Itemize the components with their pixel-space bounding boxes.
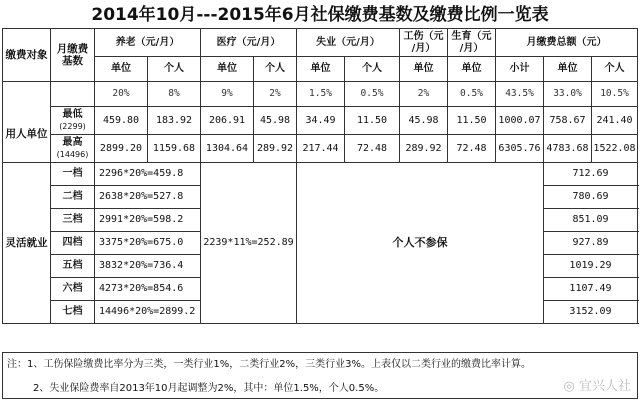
page-title: 2014年10月---2015年6月社保缴费基数及缴费比例一览表 — [91, 5, 549, 25]
header-person: 个人 — [345, 57, 400, 82]
tier-formula: 2991*20%=598.2 — [95, 209, 201, 232]
rate-cell: 0.5% — [448, 82, 496, 107]
header-total: 月缴费总额（元） — [496, 29, 638, 57]
min-label: 最低 — [62, 109, 83, 120]
notes-box — [2, 352, 638, 399]
header-subtotal: 小计 — [496, 57, 544, 82]
header-pension: 养老（元/月） — [95, 29, 201, 57]
header-person: 个人 — [148, 57, 201, 82]
header-subject: 缴费对象 — [3, 29, 51, 82]
header-unit: 单位 — [400, 57, 448, 82]
rate-cell: 2% — [254, 82, 297, 107]
rate-cell: 1.5% — [297, 82, 345, 107]
flexible-label: 灵活就业 — [3, 163, 51, 324]
header-unit: 单位 — [297, 57, 345, 82]
rate-cell: 0.5% — [345, 82, 400, 107]
rate-cell: 9% — [201, 82, 254, 107]
blank-cell — [51, 82, 95, 107]
tier-name: 一档 — [51, 163, 95, 186]
medical-formula: 2239*11%=252.89 — [201, 163, 297, 324]
blank-cell — [3, 82, 51, 107]
value-cell: 758.67 — [544, 107, 592, 135]
rate-cell: 8% — [148, 82, 201, 107]
tier-name: 五档 — [51, 255, 95, 278]
value-cell: 217.44 — [297, 135, 345, 163]
watermark-icon: ◎ — [563, 379, 575, 394]
value-cell: 459.80 — [95, 107, 148, 135]
note-2: 2、失业保险费率自2013年10月起调整为2%，其中：单位1.5%，个人0.5%。 — [33, 383, 385, 394]
value-cell: 241.40 — [592, 107, 638, 135]
tier-name: 三档 — [51, 209, 95, 232]
value-cell: 45.98 — [254, 107, 297, 135]
contribution-table — [2, 28, 638, 324]
tier-formula: 3375*20%=675.0 — [95, 232, 201, 255]
value-cell: 1000.07 — [496, 107, 544, 135]
rate-cell: 20% — [95, 82, 148, 107]
value-cell: 183.92 — [148, 107, 201, 135]
tier-total: 927.89 — [544, 232, 638, 255]
tier-total: 712.69 — [544, 163, 638, 186]
tier-total: 780.69 — [544, 186, 638, 209]
rate-cell: 2% — [400, 82, 448, 107]
header-unemployment: 失业（元/月） — [297, 29, 400, 57]
header-maternity: 生育（元 /月） — [448, 29, 496, 57]
tier-total: 1019.29 — [544, 255, 638, 278]
note-1: 注：1、工伤保险缴费比率分为三类，一类行业1%，二类行业2%，三类行业3%。上表仅以二类行业的缴费比率计算。 — [7, 359, 531, 370]
tier-formula: 4273*20%=854.6 — [95, 278, 201, 301]
header-injury: 工伤（元 /月） — [400, 29, 448, 57]
value-cell: 11.50 — [345, 107, 400, 135]
tier-name: 四档 — [51, 232, 95, 255]
tier-formula: 14496*20%=2899.2 — [95, 301, 201, 324]
value-cell: 72.48 — [448, 135, 496, 163]
header-base: 月缴费 基数 — [51, 29, 95, 82]
min-base-cell — [51, 107, 95, 135]
employer-label: 用人单位 — [3, 107, 51, 163]
watermark-text: 宜兴人社 — [578, 379, 631, 394]
header-person: 个人 — [254, 57, 297, 82]
tier-name: 六档 — [51, 278, 95, 301]
rate-cell: 10.5% — [592, 82, 638, 107]
tier-total: 1107.49 — [544, 278, 638, 301]
value-cell: 1159.68 — [148, 135, 201, 163]
value-cell: 289.92 — [254, 135, 297, 163]
tier-name: 七档 — [51, 301, 95, 324]
max-base: (14496) — [56, 149, 89, 159]
value-cell: 34.49 — [297, 107, 345, 135]
header-unit: 单位 — [201, 57, 254, 82]
min-base: (2299) — [59, 121, 86, 131]
max-label: 最高 — [62, 137, 83, 148]
rate-cell: 43.5% — [496, 82, 544, 107]
value-cell: 1304.64 — [201, 135, 254, 163]
tier-formula: 2638*20%=527.8 — [95, 186, 201, 209]
value-cell: 4783.68 — [544, 135, 592, 163]
value-cell: 2899.20 — [95, 135, 148, 163]
value-cell: 289.92 — [400, 135, 448, 163]
tier-total: 851.09 — [544, 209, 638, 232]
value-cell: 45.98 — [400, 107, 448, 135]
no-insurance-note: 个人不参保 — [297, 163, 544, 324]
value-cell: 72.48 — [345, 135, 400, 163]
value-cell: 206.91 — [201, 107, 254, 135]
tier-formula: 3832*20%=736.4 — [95, 255, 201, 278]
watermark-logo — [564, 375, 632, 394]
max-base-cell — [51, 135, 95, 163]
tier-name: 二档 — [51, 186, 95, 209]
value-cell: 6305.76 — [496, 135, 544, 163]
tier-formula: 2296*20%=459.8 — [95, 163, 201, 186]
value-cell: 1522.08 — [592, 135, 638, 163]
header-unit: 单位 — [448, 57, 496, 82]
rate-cell: 33.0% — [544, 82, 592, 107]
value-cell: 11.50 — [448, 107, 496, 135]
header-unit: 单位 — [544, 57, 592, 82]
header-person: 个人 — [592, 57, 638, 82]
header-medical: 医疗（元/月） — [201, 29, 297, 57]
header-unit: 单位 — [95, 57, 148, 82]
tier-total: 3152.09 — [544, 301, 638, 324]
